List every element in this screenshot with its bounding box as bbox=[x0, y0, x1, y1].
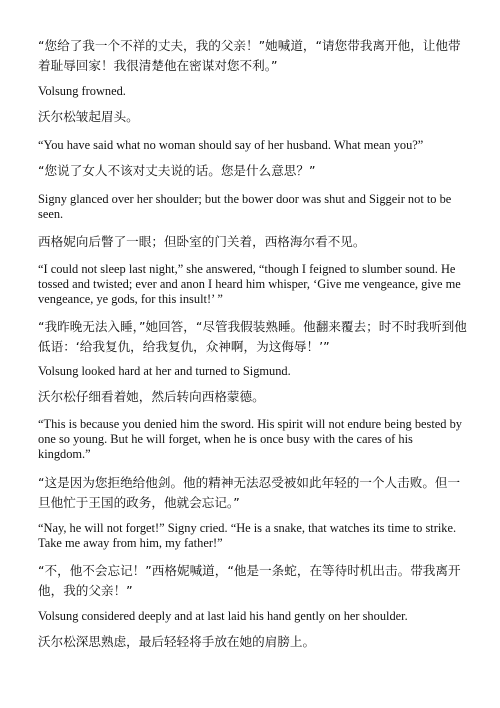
paragraph-zh-2: 沃尔松皱起眉头。 bbox=[38, 109, 139, 124]
paragraph-zh-3: “您说了女人不该对丈夫说的话。您是什么意思？” bbox=[38, 163, 316, 178]
paragraph-zh-8: “不，他不会忘记！”西格妮喊道，“他是一条蛇，在等待时机出击。带我离开他，我的父亲！” bbox=[38, 563, 461, 598]
paragraph-zh-7: “这是因为您拒绝给他剑。他的精神无法忍受被如此年轻的一个人击败。但一旦他忙于王国的政务，他就会忘记。” bbox=[38, 475, 461, 510]
paragraph-zh-5: “我昨晚无法入睡，”她回答，“尽管我假装熟睡。他翻来覆去；时不时我听到他低语：‘给我复仇，给我复仇，众神啊，为这侮辱！’” bbox=[38, 319, 467, 354]
paragraph-en-1: Volsung frowned. bbox=[38, 84, 126, 98]
paragraph-en-8: Volsung considered deeply and at last laid his hand gently on her shoulder. bbox=[38, 609, 408, 623]
paragraph-zh-6: 沃尔松仔细看着她，然后转向西格蒙德。 bbox=[38, 389, 265, 404]
paragraph-en-3: Signy glanced over her shoulder; but the bower door was shut and Siggeir not to be seen. bbox=[38, 192, 452, 221]
paragraph-zh-9: 沃尔松深思熟虑，最后轻轻将手放在她的肩膀上。 bbox=[38, 634, 316, 649]
paragraph-en-5: Volsung looked hard at her and turned to Sigmund. bbox=[38, 364, 291, 378]
paragraph-en-7: “Nay, he will not forget!” Signy cried. “He is a snake, that watches its time to strike. Take me away from him, my father!” bbox=[38, 521, 457, 550]
paragraph-en-2: “You have said what no woman should say of her husband. What mean you?” bbox=[38, 138, 424, 152]
paragraph-en-6: “This is because you denied him the sword. His spirit will not endure being bested by one so young. But he will forget, when he is once busy with the cares of his kingdom.” bbox=[38, 417, 462, 461]
paragraph-zh-1: “您给了我一个不祥的丈夫，我的父亲！”她喊道，“请您带我离开他，让他带着耻辱回家！我很清楚他在密谋对您不利。” bbox=[38, 38, 461, 73]
paragraph-en-4: “I could not sleep last night,” she answered, “though I feigned to slumber sound. He tossed and twisted; ever and anon I heard him whisper, ‘Give me vengeance, give me vengeance, ye gods, for this insult!’ ” bbox=[38, 262, 461, 306]
paragraph-zh-4: 西格妮向后瞥了一眼；但卧室的门关着，西格海尔看不见。 bbox=[38, 234, 366, 249]
